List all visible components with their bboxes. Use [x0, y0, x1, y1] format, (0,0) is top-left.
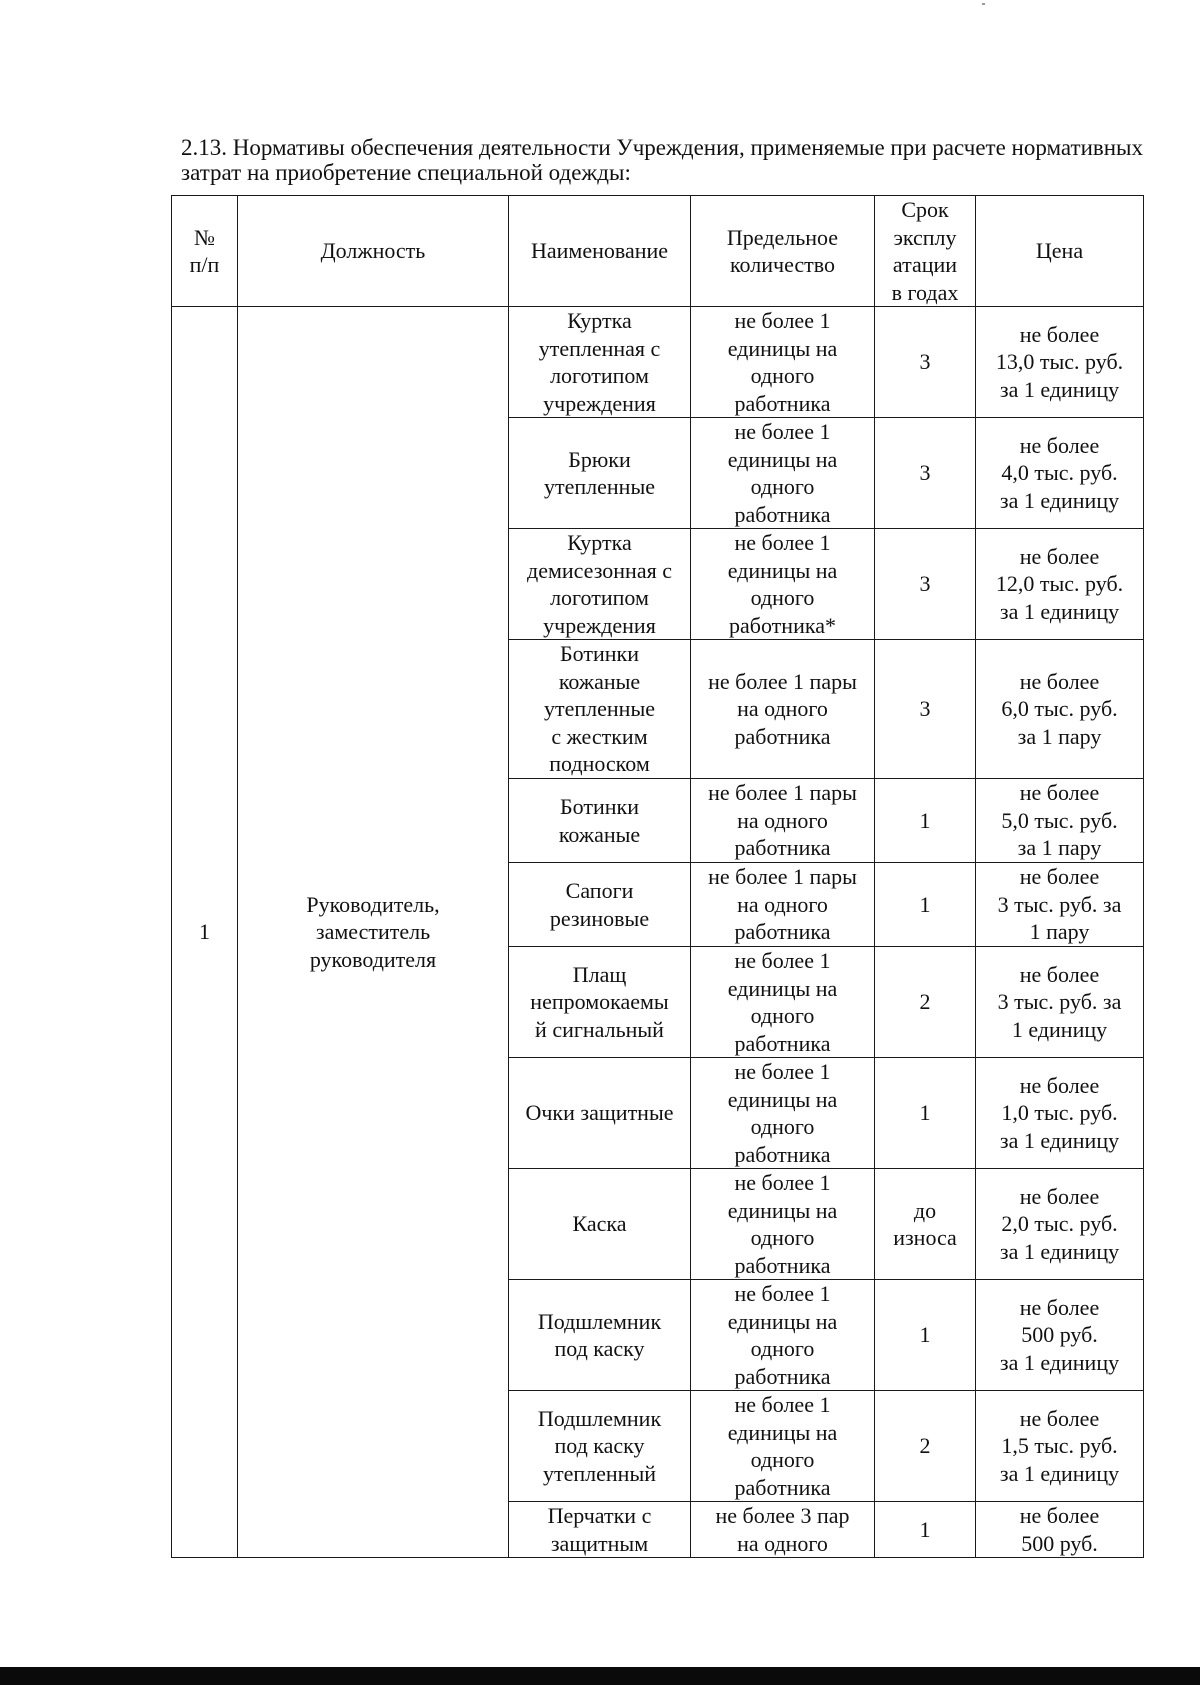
price-cell	[976, 947, 1144, 1058]
cell-line: подноском	[549, 751, 650, 777]
cell-line: за 1 единицу	[999, 598, 1120, 624]
quantity-cell	[691, 307, 875, 418]
cell-line: не более 1 пары	[708, 668, 857, 694]
cell-line: единицы на	[727, 975, 838, 1001]
cell-line: 5,0 тыс. руб.	[1001, 807, 1118, 833]
cell-line: Ботинки	[560, 641, 639, 667]
quantity-cell	[691, 640, 875, 779]
cell-line: работника	[734, 835, 831, 861]
cell-line: не более 1	[734, 1392, 831, 1417]
price-cell	[976, 863, 1144, 947]
cell-line: одного	[750, 1225, 815, 1250]
cell-line: с жестким	[551, 723, 648, 749]
cell-line: не более	[1019, 780, 1100, 806]
cell-line: 12,0 тыс. руб.	[995, 571, 1124, 597]
position-cell	[238, 307, 509, 1558]
cell-line: Перчатки с	[547, 1503, 652, 1528]
quantity-cell	[691, 947, 875, 1058]
cell-line: за 1 единицу	[999, 1349, 1120, 1375]
cell-line: единицы на	[727, 1308, 838, 1334]
cell-line: не более 1 пары	[708, 780, 857, 806]
quantity-cell	[691, 1280, 875, 1391]
table-row	[172, 307, 1144, 418]
header-line: в годах	[891, 279, 959, 305]
cell-line: 1,0 тыс. руб.	[1001, 1100, 1118, 1126]
cell-line: работника*	[729, 612, 836, 638]
cell-line: кожаные	[558, 821, 641, 847]
price-cell	[976, 1391, 1144, 1502]
cell-line: Ботинки	[560, 794, 639, 819]
item-name-cell	[509, 1502, 691, 1558]
cell-line: утепленные	[544, 696, 655, 722]
cell-line: не более 1	[734, 1170, 831, 1195]
cell-line: руководителя	[309, 946, 437, 972]
header-num	[172, 196, 238, 307]
term-cell	[875, 947, 976, 1058]
cell-line: 3 тыс. руб. за	[997, 989, 1122, 1015]
cell-line: утепленные	[544, 474, 655, 499]
cell-line: работника	[734, 723, 831, 749]
term-cell	[875, 640, 976, 779]
cell-line: 3	[919, 696, 931, 722]
header-line: количество	[729, 252, 836, 277]
item-name-cell	[509, 863, 691, 947]
cell-line: работника	[734, 390, 831, 416]
cell-line: 1	[919, 1100, 931, 1126]
cell-line: одного	[750, 474, 815, 499]
cell-line: й сигнальный	[535, 1016, 664, 1042]
header-line: п/п	[189, 252, 220, 277]
term-cell	[875, 779, 976, 863]
cell-line: 1,5 тыс. руб.	[1001, 1433, 1118, 1459]
row-number-cell	[172, 307, 238, 1558]
cell-line: 1	[199, 919, 210, 945]
term-cell	[875, 529, 976, 640]
cell-line: Брюки	[568, 446, 631, 472]
cell-line: Куртка	[567, 530, 632, 555]
cell-line: Очки защитные	[525, 1100, 674, 1126]
cell-line: 2,0 тыс. руб.	[1001, 1211, 1118, 1237]
cell-line: не более	[1019, 432, 1100, 458]
quantity-cell	[691, 1058, 875, 1169]
cell-line: не более 1	[734, 1281, 831, 1306]
cell-line: непромокаемы	[530, 989, 669, 1015]
cell-line: единицы на	[727, 1197, 838, 1223]
cell-line: единицы на	[727, 335, 838, 361]
cell-line: одного	[750, 363, 815, 388]
cell-line: Сапоги	[565, 878, 634, 903]
cell-line: за 1 единицу	[999, 1238, 1120, 1264]
cell-line: 3	[919, 460, 931, 486]
price-cell	[976, 307, 1144, 418]
cell-line: Подшлемник	[537, 1405, 662, 1431]
cell-line: на одного	[737, 1530, 828, 1556]
cell-line: логотипом	[550, 585, 649, 610]
cell-line: под каску	[554, 1336, 645, 1361]
cell-line: до	[913, 1197, 937, 1223]
quantity-cell	[691, 863, 875, 947]
cell-line: не более 1	[734, 1059, 831, 1084]
cell-line: не более 1 пары	[708, 864, 857, 890]
price-cell	[976, 1502, 1144, 1558]
header-row	[172, 196, 1144, 307]
cell-line: заместитель	[315, 919, 431, 945]
cell-line: Каска	[572, 1211, 627, 1237]
cell-line: работника	[734, 1474, 831, 1500]
quantity-cell	[691, 529, 875, 640]
item-name-cell	[509, 1058, 691, 1169]
cell-line: работника	[734, 1252, 831, 1278]
price-cell	[976, 779, 1144, 863]
cell-line: Руководитель,	[306, 891, 440, 917]
cell-line: 6,0 тыс. руб.	[1001, 696, 1118, 722]
cell-line: износа	[893, 1225, 957, 1250]
cell-line: не более	[1019, 961, 1100, 987]
price-cell	[976, 1058, 1144, 1169]
cell-line: 1	[919, 1322, 931, 1348]
item-name-cell	[509, 1391, 691, 1502]
scan-speck	[982, 3, 985, 5]
cell-line: 1	[919, 1516, 931, 1542]
price-cell	[976, 640, 1144, 779]
cell-line: за 1 пару	[1017, 835, 1102, 861]
cell-line: 3	[919, 571, 931, 597]
cell-line: не более 1	[734, 948, 831, 973]
cell-line: защитным	[550, 1530, 649, 1556]
cell-line: учреждения	[543, 390, 656, 416]
cell-line: единицы на	[727, 1419, 838, 1445]
cell-line: работника	[734, 501, 831, 527]
header-line: эксплу	[893, 224, 957, 250]
cell-line: утепленная с	[538, 335, 661, 361]
cell-line: 4,0 тыс. руб.	[1001, 460, 1118, 486]
item-name-cell	[509, 529, 691, 640]
cell-line: 1	[919, 891, 931, 917]
cell-line: не более	[1019, 1294, 1100, 1320]
table-header	[172, 196, 1144, 307]
cell-line: одного	[750, 1336, 815, 1361]
item-name-cell	[509, 947, 691, 1058]
cell-line: Плащ	[572, 961, 627, 987]
cell-line: за 1 единицу	[999, 1127, 1120, 1153]
cell-line: одного	[750, 1003, 815, 1028]
item-name-cell	[509, 418, 691, 529]
header-price: Цена	[976, 196, 1144, 307]
term-cell	[875, 1280, 976, 1391]
quantity-cell	[691, 1502, 875, 1558]
cell-line: учреждения	[543, 612, 656, 638]
cell-line: под каску	[554, 1433, 645, 1459]
cell-line: на одного	[737, 807, 828, 833]
price-cell	[976, 1280, 1144, 1391]
header-line: атации	[892, 252, 958, 277]
quantity-cell	[691, 418, 875, 529]
cell-line: резиновые	[549, 905, 650, 931]
cell-line: одного	[750, 1114, 815, 1139]
cell-line: не более	[1019, 1503, 1100, 1528]
term-cell	[875, 1169, 976, 1280]
quantity-cell	[691, 1391, 875, 1502]
table-body	[172, 307, 1144, 1558]
price-cell	[976, 529, 1144, 640]
cell-line: 500 руб.	[1021, 1530, 1098, 1556]
cell-line: за 1 единицу	[999, 487, 1120, 513]
scan-edge-bar	[0, 1667, 1200, 1685]
cell-line: не более	[1019, 321, 1100, 347]
cell-line: утепленный	[543, 1460, 656, 1486]
header-line: Срок	[901, 197, 949, 222]
term-cell	[875, 863, 976, 947]
cell-line: 1	[919, 807, 931, 833]
cell-line: единицы на	[727, 1086, 838, 1112]
term-cell	[875, 1058, 976, 1169]
item-name-cell	[509, 779, 691, 863]
cell-line: не более 1	[734, 308, 831, 333]
cell-line: единицы на	[727, 557, 838, 583]
cell-line: за 1 единицу	[999, 1460, 1120, 1486]
cell-line: не более	[1019, 864, 1100, 890]
cell-line: работника	[734, 1030, 831, 1056]
term-cell	[875, 1391, 976, 1502]
cell-line: логотипом	[550, 363, 649, 388]
cell-line: не более	[1019, 1072, 1100, 1098]
cell-line: на одного	[737, 891, 828, 917]
price-cell	[976, 418, 1144, 529]
header-line: Предельное	[726, 224, 839, 250]
cell-line: работника	[734, 1363, 831, 1389]
header-quantity	[691, 196, 875, 307]
cell-line: единицы на	[727, 446, 838, 472]
cell-line: не более 1	[734, 419, 831, 444]
cell-line: за 1 пару	[1017, 723, 1102, 749]
cell-line: работника	[734, 1141, 831, 1167]
cell-line: 1 пару	[1029, 919, 1090, 945]
cell-line: на одного	[737, 696, 828, 722]
term-cell	[875, 1502, 976, 1558]
header-line: №	[194, 224, 215, 250]
cell-line: кожаные	[558, 668, 641, 694]
cell-line: демисезонная с	[527, 557, 672, 583]
cell-line: 2	[919, 989, 931, 1015]
cell-line: не более	[1019, 1405, 1100, 1431]
item-name-cell	[509, 1169, 691, 1280]
quantity-cell	[691, 779, 875, 863]
item-name-cell	[509, 307, 691, 418]
cell-line: 3	[919, 349, 931, 375]
clothing-norms-table	[171, 195, 1144, 1558]
cell-line: за 1 единицу	[999, 376, 1120, 402]
cell-line: Куртка	[567, 308, 632, 333]
section-intro-text: 2.13. Нормативы обеспечения деятельности Учреждения, применяемые при расчете нормативных затрат на приобретение специальной одежды:	[181, 135, 1143, 185]
cell-line: одного	[750, 1447, 815, 1472]
price-cell	[976, 1169, 1144, 1280]
cell-line: не более	[1019, 1183, 1100, 1209]
header-position: Должность	[238, 196, 509, 307]
item-name-cell	[509, 640, 691, 779]
header-term	[875, 196, 976, 307]
cell-line: 3 тыс. руб. за	[997, 891, 1122, 917]
cell-line: не более	[1019, 668, 1100, 694]
quantity-cell	[691, 1169, 875, 1280]
cell-line: Подшлемник	[537, 1308, 662, 1334]
term-cell	[875, 307, 976, 418]
cell-line: работника	[734, 919, 831, 945]
cell-line: 500 руб.	[1021, 1322, 1098, 1348]
cell-line: 2	[919, 1433, 931, 1459]
cell-line: не более 1	[734, 530, 831, 555]
cell-line: не более	[1019, 543, 1100, 569]
cell-line: 1 единицу	[1011, 1016, 1108, 1042]
term-cell	[875, 418, 976, 529]
cell-line: одного	[750, 585, 815, 610]
item-name-cell	[509, 1280, 691, 1391]
cell-line: 13,0 тыс. руб.	[995, 349, 1124, 375]
cell-line: не более 3 пар	[715, 1503, 850, 1528]
header-name: Наименование	[509, 196, 691, 307]
